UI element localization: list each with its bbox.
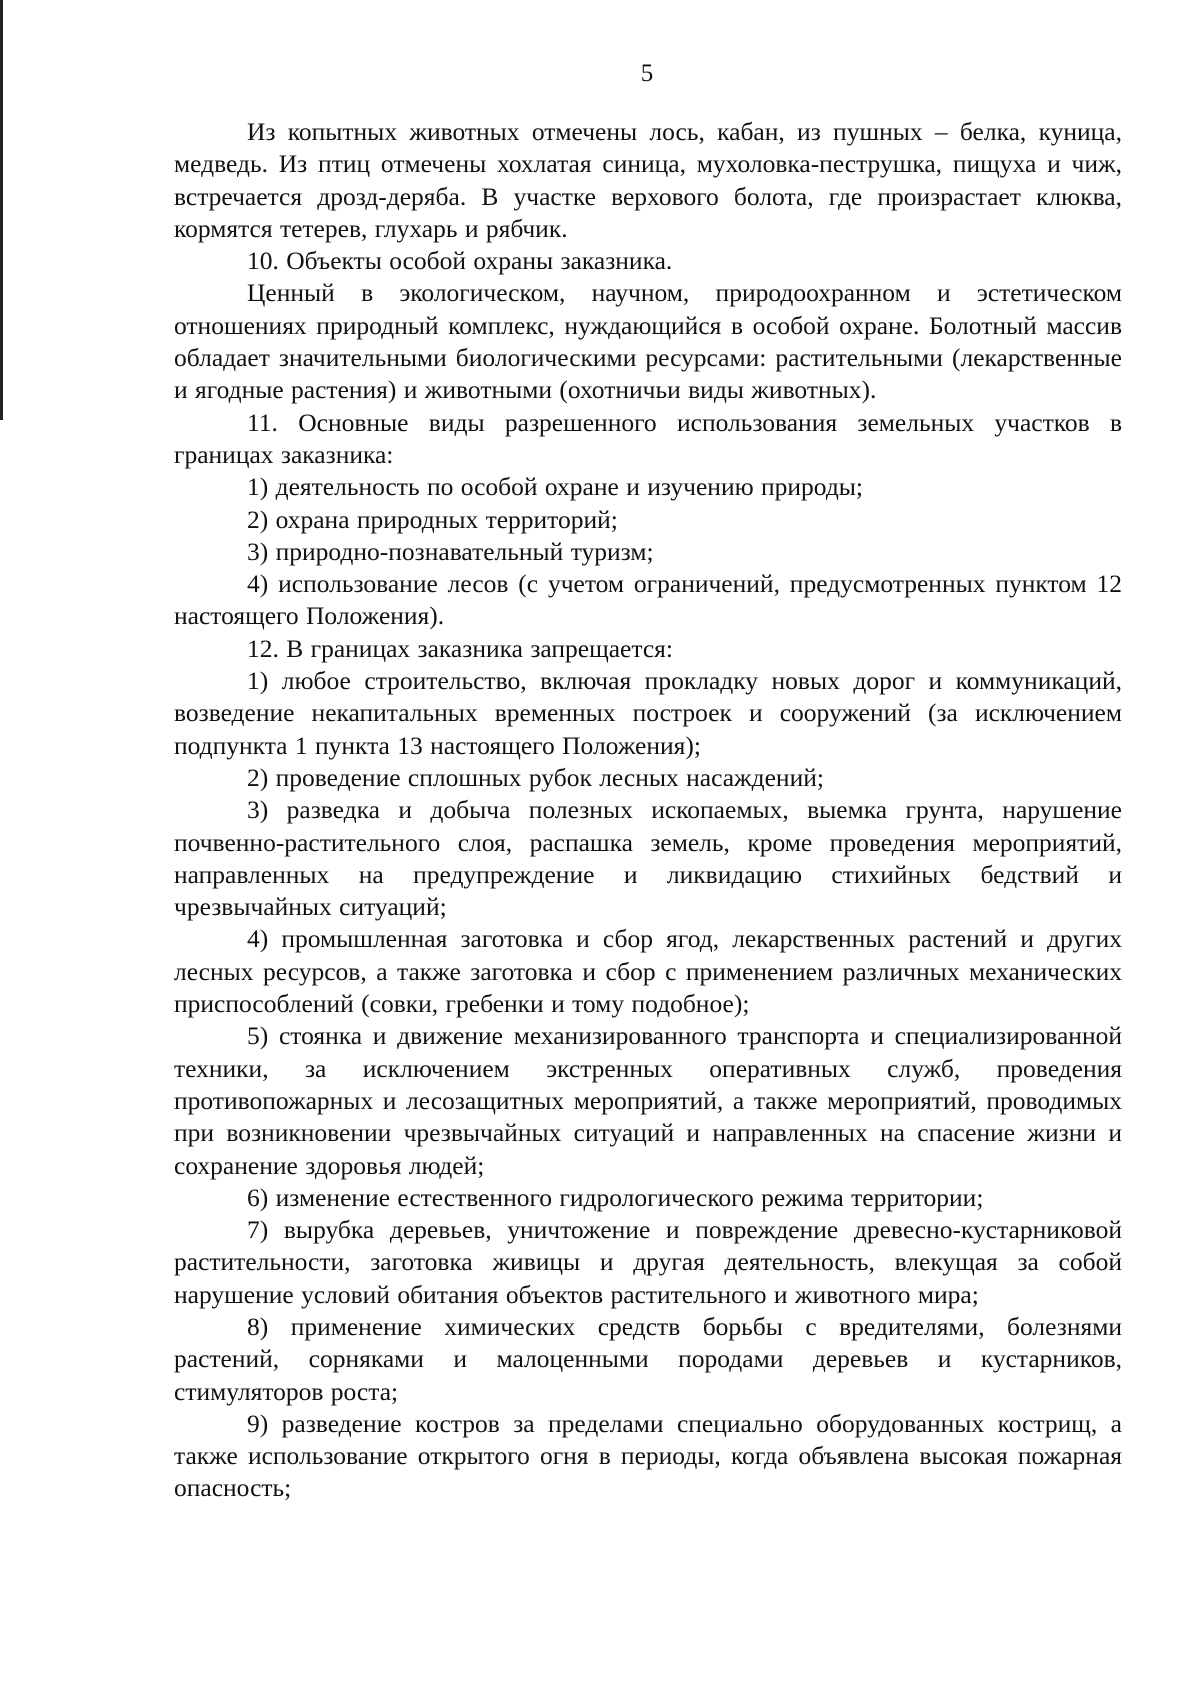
list-item-12-3: 3) разведка и добыча полезных ископаемых, выемка грунта, нарушение почвенно-растительного слоя, распашка земель, кроме проведения мероприятий, направленных на предупреждение и ликвидацию стихийных бедствий и чрезвычайных ситуаций; xyxy=(174,795,1122,922)
document-body xyxy=(174,116,1122,1505)
paragraph-section-12-heading: 12. В границах заказника запрещается: xyxy=(247,633,673,663)
list-item-12-9: 9) разведение костров за пределами специально оборудованных кострищ, а также использование открытого огня в периоды, когда объявлена высокая пожарная опасность; xyxy=(174,1408,1122,1503)
paragraph-section-11-heading: 11. Основные виды разрешенного использования земельных участков в границах заказника: xyxy=(174,407,1122,469)
list-item-12-6: 6) изменение естественного гидрологического режима территории; xyxy=(247,1182,984,1212)
list-item-11-1: 1) деятельность по особой охране и изучению природы; xyxy=(247,472,864,502)
list-item-11-3: 3) природно-познавательный туризм; xyxy=(247,536,654,566)
list-item-12-1: 1) любое строительство, включая прокладку новых дорог и коммуникаций, возведение некапитальных временных построек и сооружений (за исключением подпункта 1 пункта 13 настоящего Положения); xyxy=(174,666,1122,760)
list-item-11-2: 2) охрана природных территорий; xyxy=(247,504,618,534)
list-item-12-8: 8) применение химических средств борьбы с вредителями, болезнями растений, сорняками и малоценными породами деревьев и кустарников, стимуляторов роста; xyxy=(174,1311,1122,1406)
list-item-12-4: 4) промышленная заготовка и сбор ягод, лекарственных растений и других лесных ресурсов, а также заготовка и сбор с применением различных механических приспособлений (совки, гребенки и тому подобное); xyxy=(174,924,1122,1019)
list-item-12-5: 5) стоянка и движение механизированного транспорта и специализированной техники, за исключением экстренных оперативных служб, проведения противопожарных и лесозащитных мероприятий, а также мероприятий, проводимых при возникновении чрезвычайных ситуаций и направленных на спасение жизни и сохранение здоровья людей; xyxy=(174,1021,1122,1180)
list-item-12-7: 7) вырубка деревьев, уничтожение и повреждение древесно-кустарниковой растительности, заготовка живицы и другая деятельность, влекущая за собой нарушение условий обитания объектов растительного и животного мира; xyxy=(174,1215,1122,1309)
paragraph-section-10-heading: 10. Объекты особой охраны заказника. xyxy=(247,246,673,276)
list-item-11-4: 4) использование лесов (с учетом ограничений, предусмотренных пунктом 12 настоящего Положения). xyxy=(174,569,1122,631)
paragraph-section-10-text: Ценный в экологическом, научном, природоохранном и эстетическом отношениях природный комплекс, нуждающийся в особой охране. Болотный массив обладает значительными биологическими ресурсами: растительными (лекарственные и ягодные растения) и животными (охотничьи виды животных). xyxy=(174,278,1122,405)
page-number: 5 xyxy=(640,60,654,87)
paragraph-fauna: Из копытных животных отмечены лось, кабан, из пушных – белка, куница, медведь. Из птиц отмечены хохлатая синица, мухоловка-пеструшка, пищуха и чиж, встречается дрозд-деряба. В участке верхового болота, где произрастает клюква, кормятся тетерев, глухарь и рябчик. xyxy=(174,117,1122,243)
list-item-12-2: 2) проведение сплошных рубок лесных насаждений; xyxy=(247,762,824,792)
